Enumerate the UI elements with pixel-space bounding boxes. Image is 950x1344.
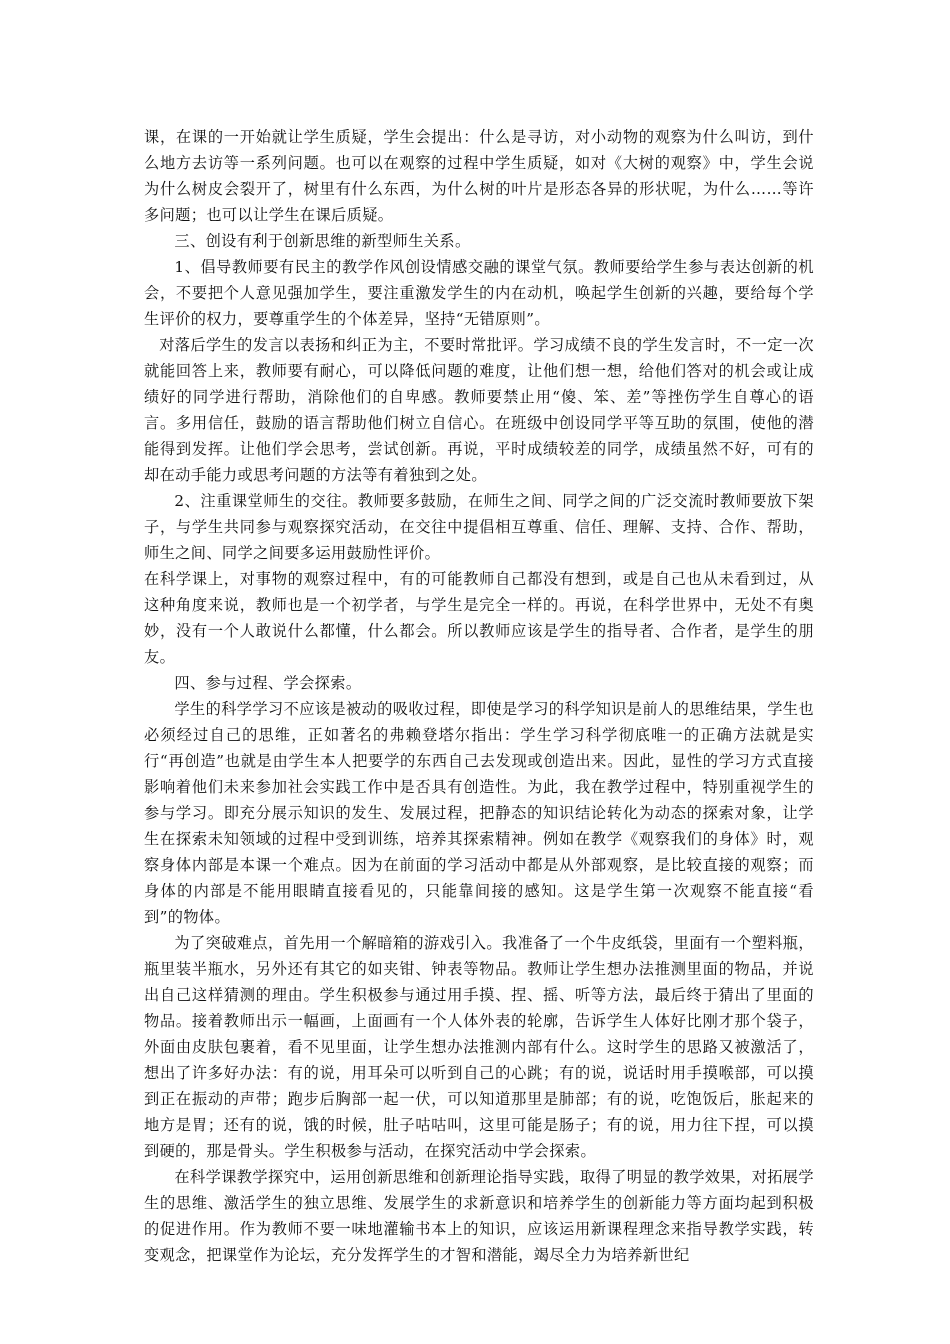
paragraph-black-box-game: 为了突破难点，首先用一个解暗箱的游戏引入。我准备了一个牛皮纸袋，里面有一个塑料瓶，瓶里装半瓶水，另外还有其它的如夹钳、钟表等物品。教师让学生想办法推测里面的物品，并说出自己这样猜测的理由。学生积极参与通过用手摸、捏、摇、听等方法，最后终于猜出了里面的物品。接着教师出示一幅画，上面画有一个人体外表的轮廓，告诉学生人体好比刚才那个袋子，外面由皮肤包裹着，看不见里面，让学生想办法推测内部有什么。这时学生的思路又被激活了，想出了许多好办法：有的说，用耳朵可以听到自己的心跳；有的说，说话时用手摸喉部，可以摸到正在振动的声带；跑步后胸部一起一伏，可以知道那里是肺部；有的说，吃饱饭后，胀起来的地方是胃；还有的说，饿的时候，肚子咕咕叫，这里可能是肠子；有的说，用力往下捏，可以摸到硬的，那是骨头。学生积极参与活动，在探究活动中学会探索。 [144, 934, 814, 1160]
paragraph-classroom-interaction: 2、注重课堂师生的交往。教师要多鼓励，在师生之间、同学之间的广泛交流时教师要放下架子，与学生共同参与观察探究活动，在交往中提倡相互尊重、信任、理解、支持、合作、帮助，师生之间、同学之间要多运用鼓励性评价。 [144, 492, 814, 562]
paragraph-lagging-students: 对落后学生的发言以表扬和纠正为主，不要时常批评。学习成绩不良的学生发言时，不一定一次就能回答上来，教师要有耐心，可以降低问题的难度，让他们想一想，给他们答对的机会或让成绩好的同学进行帮助，消除他们的自卑感。教师要禁止用“傻、笨、差”等挫伤学生自尊心的语言。多用信任，鼓励的语言帮助他们树立自信心。在班级中创设同学平等互助的氛围，使他的潜能得到发挥。让他们学会思考，尝试创新。再说，平时成绩较差的同学，成绩虽然不好，可有的却在动手能力或思考问题的方法等有着独到之处。 [144, 336, 814, 484]
paragraph-conclusion: 在科学课教学探究中，运用创新思维和创新理论指导实践，取得了明显的教学效果，对拓展学生的思维、激活学生的独立思维、发展学生的求新意识和培养学生的创新能力等方面均起到积极的促进作用。作为教师不要一味地灌输书本上的知识，应该运用新课程理念来指导教学实践，转变观念，把课堂作为论坛，充分发挥学生的才智和潜能，竭尽全力为培养新世纪 [144, 1168, 814, 1264]
paragraph-democratic-teaching: 1、倡导教师要有民主的教学作风创设情感交融的课堂气氛。教师要给学生参与表达创新的机会，不要把个人意见强加学生，要注重激发学生的内在动机，唤起学生创新的兴趣，要给每个学生评价的权力，要尊重学生的个体差异，坚持“无错原则”。 [144, 258, 814, 328]
section-heading-3: 三、创设有利于创新思维的新型师生关系。 [174, 232, 471, 250]
section-heading-4: 四、参与过程、学会探索。 [174, 674, 362, 692]
document-body [144, 124, 814, 1268]
paragraph-continuation: 课，在课的一开始就让学生质疑，学生会提出：什么是寻访，对小动物的观察为什么叫访，到什么地方去访等一系列问题。也可以在观察的过程中学生质疑，如对《大树的观察》中，学生会说为什么树皮会裂开了，树里有什么东西，为什么树的叶片是形态各异的形状呢，为什么……等许多问题；也可以让学生在课后质疑。 [144, 128, 814, 224]
paragraph-teacher-as-learner: 在科学课上，对事物的观察过程中，有的可能教师自己都没有想到，或是自己也从未看到过，从这种角度来说，教师也是一个初学者，与学生是完全一样的。再说，在科学世界中，无处不有奥妙，没有一个人敢说什么都懂，什么都会。所以教师应该是学生的指导者、合作者，是学生的朋友。 [144, 570, 814, 666]
paragraph-active-learning: 学生的科学学习不应该是被动的吸收过程，即使是学习的科学知识是前人的思维结果，学生也必须经过自己的思维，正如著名的弗赖登塔尔指出：学生学习科学彻底唯一的正确方法就是实行“再创造”也就是由学生本人把要学的东西自己去发现或创造出来。因此，显性的学习方式直接影响着他们未来参加社会实践工作中是否具有创造性。为此，我在教学过程中，特别重视学生的参与学习。即充分展示知识的发生、发展过程，把静态的知识结论转化为动态的探索对象，让学生在探索未知领域的过程中受到训练，培养其探索精神。例如在教学《观察我们的身体》时，观察身体内部是本课一个难点。因为在前面的学习活动中都是从外部观察，是比较直接的观察；而身体的内部是不能用眼睛直接看见的，只能靠间接的感知。这是学生第一次观察不能直接“看到”的物体。 [144, 700, 814, 926]
